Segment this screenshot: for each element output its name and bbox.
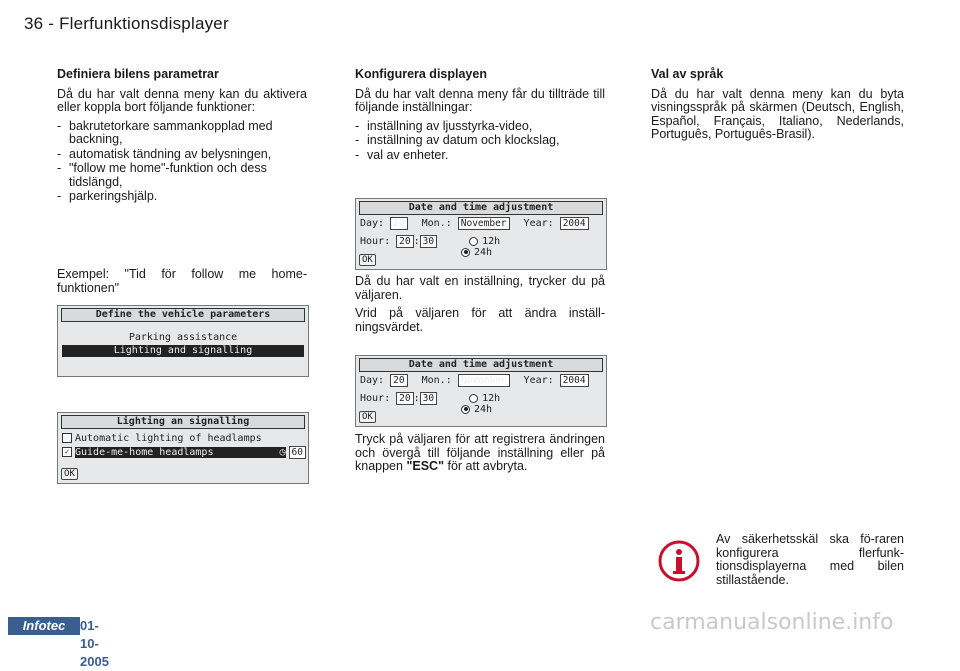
year-label: Year: bbox=[523, 375, 554, 386]
instructions-select bbox=[355, 275, 605, 339]
format-24h: 24h bbox=[474, 247, 493, 258]
radio-selected-icon bbox=[461, 248, 470, 257]
page-number: 36 bbox=[24, 14, 44, 33]
list-item: - inställning av datum och klockslag, bbox=[355, 134, 605, 148]
minute-value: 30 bbox=[420, 392, 437, 405]
menu-item-lighting-selected: Lighting and signalling bbox=[62, 345, 304, 357]
duration-value: 60 bbox=[289, 446, 306, 459]
list-item: - val av enheter. bbox=[355, 149, 605, 163]
month-value-selected: November bbox=[458, 374, 510, 387]
section-heading: Definiera bilens parametrar bbox=[57, 67, 219, 81]
clock-icon: ◷ bbox=[273, 447, 286, 458]
day-value: 20 bbox=[390, 374, 407, 387]
esc-key-text: "ESC" bbox=[406, 459, 444, 473]
day-value-selected: 20 bbox=[390, 217, 407, 230]
list-item: - parkeringshjälp. bbox=[57, 190, 307, 204]
screen-title: Date and time adjustment bbox=[359, 201, 603, 215]
intro-text: Då du har valt denna meny får du tillträde till följande inställningar: bbox=[355, 86, 605, 114]
list-item: - automatisk tändning av belysningen, bbox=[57, 148, 307, 162]
example-text: Exempel: "Tid för follow me home-funktionen" bbox=[57, 267, 307, 295]
paragraph: Vrid på väljaren för att ändra inställ-ningsvärdet. bbox=[355, 306, 605, 334]
list-item: - "follow me home"-funktion och dess tidslängd, bbox=[57, 162, 307, 189]
hour-value: 20 bbox=[396, 235, 413, 248]
screen-datetime-month: Date and time adjustment Day: 20 Mon.: November Year: 2004 Hour: 20 : 30 12h 24h OK bbox=[355, 355, 607, 427]
info-icon bbox=[658, 540, 700, 582]
list-item: - bakrutetorkare sammankopplad med backning, bbox=[57, 120, 307, 147]
screen-lighting-signalling bbox=[57, 412, 309, 484]
screen-title: Define the vehicle parameters bbox=[61, 308, 305, 322]
title-separator: - bbox=[48, 14, 55, 33]
screen-datetime-day: Date and time adjustment Day: 20 Mon.: November Year: 2004 Hour: 20 : 30 12h 24h OK bbox=[355, 198, 607, 270]
month-label: Mon.: bbox=[421, 218, 452, 229]
hour-label: Hour: bbox=[360, 393, 391, 404]
column-vehicle-parameters bbox=[57, 68, 307, 205]
day-label: Day: bbox=[360, 218, 385, 229]
ok-button: OK bbox=[359, 254, 376, 266]
checkbox-icon bbox=[62, 433, 72, 443]
format-24h: 24h bbox=[474, 404, 493, 415]
paragraph: Då du har valt en inställning, trycker du på väljaren. bbox=[355, 274, 605, 302]
option-auto-lighting: Automatic lighting of headlamps bbox=[62, 433, 262, 445]
minute-value: 30 bbox=[420, 235, 437, 248]
screen-title: Date and time adjustment bbox=[359, 358, 603, 372]
menu-item-parking: Parking assistance bbox=[128, 332, 238, 343]
day-label: Day: bbox=[360, 375, 385, 386]
format-12h: 12h bbox=[482, 393, 501, 404]
radio-selected-icon bbox=[461, 405, 470, 414]
year-value: 2004 bbox=[560, 374, 589, 387]
hour-label: Hour: bbox=[360, 236, 391, 247]
language-text: Då du har valt denna meny kan du byta visningsspråk på skärmen (Deutsch, English, Español, Français, Italiano, Nederlands, Português, Português-Brasil). bbox=[651, 86, 904, 141]
section-heading: Val av språk bbox=[651, 67, 724, 81]
watermark: carmanualsonline.info bbox=[650, 610, 894, 635]
page-title-text: Flerfunktionsdisplayer bbox=[59, 14, 229, 33]
month-label: Mon.: bbox=[421, 375, 452, 386]
function-list bbox=[57, 120, 307, 204]
screen-title: Lighting an signalling bbox=[61, 415, 305, 429]
print-date: 01-10-2005 bbox=[80, 618, 109, 669]
screen-define-parameters bbox=[57, 305, 309, 377]
infotec-logo: Infotec bbox=[8, 617, 80, 635]
column-configure-display bbox=[355, 68, 605, 163]
format-12h: 12h bbox=[482, 236, 501, 247]
ok-button: OK bbox=[359, 411, 376, 423]
radio-icon bbox=[469, 237, 478, 246]
list-item: - inställning av ljusstyrka-video, bbox=[355, 120, 605, 134]
radio-icon bbox=[469, 394, 478, 403]
year-label: Year: bbox=[523, 218, 554, 229]
checkbox-checked-icon: ✓ bbox=[62, 447, 72, 457]
intro-text: Då du har valt denna meny kan du aktivera eller koppla bort följande funktioner: bbox=[57, 86, 307, 114]
year-value: 2004 bbox=[560, 217, 589, 230]
settings-list bbox=[355, 120, 605, 163]
safety-note: Av säkerhetsskäl ska fö-raren konfigurera flerfunk-tionsdisplayerna med bilen stillastående. bbox=[716, 532, 904, 587]
option-guide-me-home: ✓ Guide-me-home headlamps ◷ 60 bbox=[62, 446, 306, 459]
hour-value: 20 bbox=[396, 392, 413, 405]
instructions-confirm: Tryck på väljaren för att registrera ändringen och övergå till följande inställning eller på knappen "ESC" för att avbryta. bbox=[355, 432, 605, 473]
month-value: November bbox=[458, 217, 510, 230]
page-title bbox=[24, 14, 229, 34]
column-language bbox=[651, 68, 904, 147]
section-heading: Konfigurera displayen bbox=[355, 67, 487, 81]
ok-button: OK bbox=[61, 468, 78, 480]
